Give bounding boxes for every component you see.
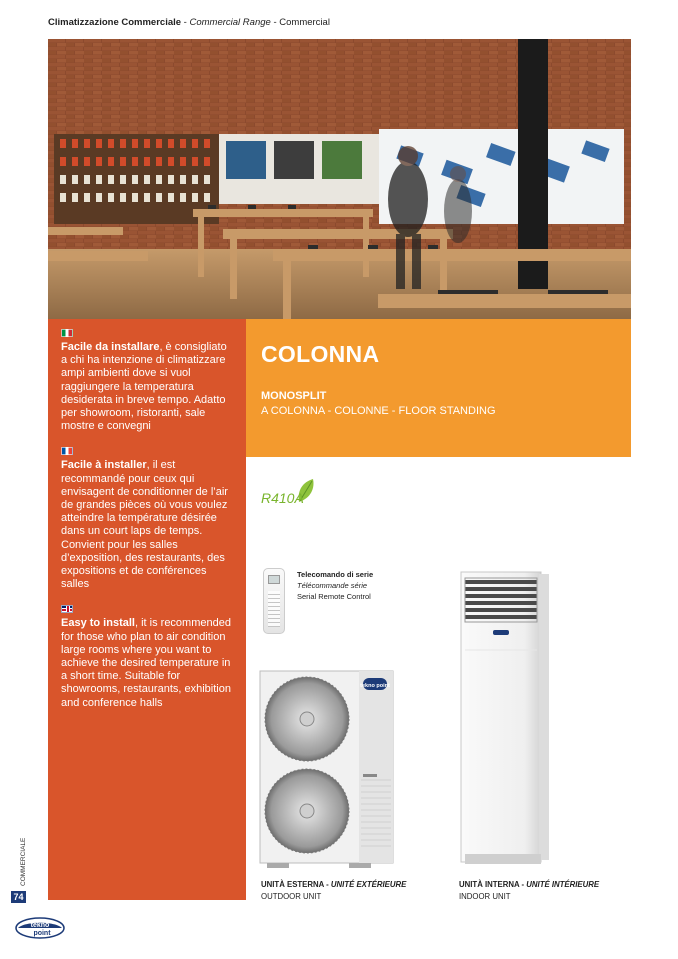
france-flag-icon: [61, 447, 73, 455]
description-english: Easy to install, it is recommended for those who plan to air condition large rooms where you want to achieve the desired temperature in a short time. Suitable for showrooms, restaurants, exhibition and conference halls: [61, 605, 234, 709]
store-interior-illustration: [48, 39, 631, 319]
hero-store-photo: [48, 39, 631, 319]
product-type: MONOSPLIT: [261, 390, 327, 402]
outdoor-unit-caption: UNITÀ ESTERNA - UNITÉ EXTÉRIEURE OUTDOOR UNIT: [261, 880, 407, 901]
product-title-panel: [246, 319, 631, 457]
remote-caption: Telecomando di serie Télécommande série Serial Remote Control: [297, 570, 374, 601]
brand-logo: [15, 917, 65, 939]
remote-buttons: [268, 591, 280, 627]
remote-screen: [268, 575, 280, 584]
outdoor-brand-label: tekno point: [360, 683, 390, 689]
description-panel: [48, 319, 246, 900]
indoor-unit-image: [459, 570, 551, 868]
svg-text:tekno: tekno: [30, 922, 50, 929]
leaf-icon: [261, 478, 321, 508]
header-category: Commercial: [279, 17, 330, 28]
remote-control-image: [263, 568, 285, 634]
indoor-unit-caption: UNITÀ INTERNA - UNITÉ INTÉRIEURE INDOOR UNIT: [459, 880, 600, 901]
italy-flag-icon: [61, 329, 73, 337]
product-subtype: A COLONNA - COLONNE - FLOOR STANDING: [261, 405, 496, 417]
svg-text:point: point: [33, 930, 51, 937]
refrigerant-label: R410A: [261, 490, 304, 506]
description-italian: Facile da installare, è consigliato a chi ha intenzione di climatizzare ampi ambienti dove si vuol raggiungere la temperatura desiderata in breve tempo. Adatto per showroom, ristoranti, sale mostre e convegni: [61, 329, 234, 433]
uk-flag-icon: [61, 605, 73, 613]
product-title: COLONNA: [261, 341, 380, 367]
description-french: Facile à installer, il est recommandé pour ceux qui envisagent de conditionner de l’air de grandes pièces où vous voulez atteindre la température désirée dans un court laps de temps. Convient pour les salles d’exposition, des restaurants, des expositions et de conférences salles: [61, 447, 234, 591]
page-header: Climatizzazione Commerciale - Commercial Range - Commercial: [48, 17, 330, 28]
page-number: 74: [11, 891, 26, 903]
indoor-unit-illustration: [459, 570, 551, 868]
header-section: Climatizzazione Commerciale: [48, 17, 182, 28]
outdoor-unit-image: [259, 670, 394, 868]
header-range: Commercial Range: [189, 17, 271, 28]
tekno-point-logo-icon: [15, 917, 65, 939]
refrigerant-badge: [261, 478, 321, 508]
outdoor-unit-illustration: [259, 670, 394, 868]
section-side-label: COMMERCIALE: [20, 837, 27, 886]
